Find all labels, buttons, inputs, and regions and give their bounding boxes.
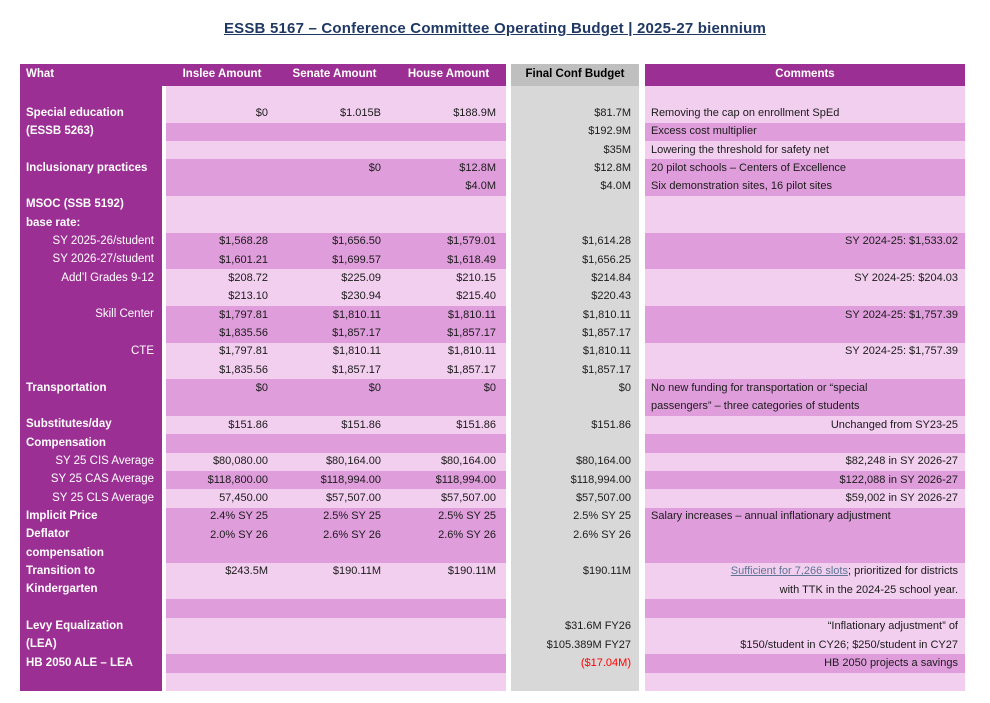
comment-cell: $122,088 in SY 2026-27 <box>645 471 965 489</box>
senate-amount-cell: $1,857.17 <box>278 361 391 379</box>
row-label-cell: base rate: <box>20 214 162 232</box>
senate-amount-cell: $1,810.11 <box>278 343 391 361</box>
senate-amount-cell <box>278 434 391 452</box>
table-row <box>20 544 965 562</box>
inslee-amount-cell <box>166 673 278 691</box>
table-row <box>20 178 965 196</box>
senate-amount-cell <box>278 673 391 691</box>
comment-cell <box>645 196 965 214</box>
comment-cell: 20 pilot schools – Centers of Excellence <box>645 159 965 177</box>
table-row <box>20 123 965 141</box>
senate-amount-cell <box>278 178 391 196</box>
senate-amount-cell <box>278 581 391 599</box>
final-budget-cell <box>511 544 639 562</box>
table-row <box>20 214 965 232</box>
senate-amount-cell <box>278 123 391 141</box>
row-label-cell: Transition to <box>20 563 162 581</box>
row-label-cell: SY 2026-27/student <box>20 251 162 269</box>
house-amount-cell: $215.40 <box>391 288 506 306</box>
table-row <box>20 141 965 159</box>
row-label-cell <box>20 178 162 196</box>
inslee-amount-cell: 2.0% SY 26 <box>166 526 278 544</box>
table-row <box>20 361 965 379</box>
final-budget-cell: $1,810.11 <box>511 343 639 361</box>
row-label-cell: MSOC (SSB 5192) <box>20 196 162 214</box>
senate-amount-cell <box>278 544 391 562</box>
senate-amount-cell <box>278 214 391 232</box>
comment-cell <box>645 86 965 104</box>
row-label-cell: Deflator <box>20 526 162 544</box>
final-budget-cell: $0 <box>511 379 639 397</box>
final-budget-cell: $151.86 <box>511 416 639 434</box>
ttk-slots-link[interactable]: Sufficient for 7,266 slots <box>730 565 848 578</box>
table-row <box>20 636 965 654</box>
inslee-amount-cell: $80,080.00 <box>166 453 278 471</box>
table-row <box>20 599 965 617</box>
comment-cell: with TTK in the 2024-25 school year. <box>645 581 965 599</box>
house-amount-cell: 2.5% SY 25 <box>391 508 506 526</box>
final-budget-cell: $1,656.25 <box>511 251 639 269</box>
row-label-cell: Kindergarten <box>20 581 162 599</box>
row-label-cell <box>20 398 162 416</box>
row-label-cell: SY 2025-26/student <box>20 233 162 251</box>
senate-amount-cell <box>278 398 391 416</box>
table-row <box>20 581 965 599</box>
comment-cell: Excess cost multiplier <box>645 123 965 141</box>
senate-amount-cell <box>278 141 391 159</box>
senate-amount-cell <box>278 86 391 104</box>
table-row <box>20 434 965 452</box>
table-row <box>20 471 965 489</box>
final-budget-cell: $80,164.00 <box>511 453 639 471</box>
table-row <box>20 618 965 636</box>
comment-cell <box>645 324 965 342</box>
header-house-amount: House Amount <box>391 64 506 86</box>
header-senate-amount: Senate Amount <box>278 64 391 86</box>
inslee-amount-cell: $1,601.21 <box>166 251 278 269</box>
final-budget-cell <box>511 86 639 104</box>
table-row <box>20 233 965 251</box>
inslee-amount-cell <box>166 196 278 214</box>
house-amount-cell <box>391 86 506 104</box>
senate-amount-cell: $1.015B <box>278 104 391 122</box>
house-amount-cell: $1,618.49 <box>391 251 506 269</box>
house-amount-cell: $1,810.11 <box>391 306 506 324</box>
final-budget-cell: $214.84 <box>511 269 639 287</box>
comment-cell: HB 2050 projects a savings <box>645 654 965 672</box>
senate-amount-cell <box>278 196 391 214</box>
table-row <box>20 251 965 269</box>
table-row <box>20 563 965 581</box>
table-row <box>20 654 965 672</box>
row-label-cell: Compensation <box>20 434 162 452</box>
house-amount-cell: $57,507.00 <box>391 489 506 507</box>
table-row <box>20 453 965 471</box>
inslee-amount-cell <box>166 654 278 672</box>
row-label-cell: Implicit Price <box>20 508 162 526</box>
inslee-amount-cell: $1,797.81 <box>166 343 278 361</box>
final-budget-cell: $1,614.28 <box>511 233 639 251</box>
comment-cell <box>645 563 965 581</box>
inslee-amount-cell: $1,835.56 <box>166 361 278 379</box>
inslee-amount-cell <box>166 159 278 177</box>
table-row <box>20 288 965 306</box>
inslee-amount-cell: $0 <box>166 379 278 397</box>
final-budget-cell: $4.0M <box>511 178 639 196</box>
inslee-amount-cell: $208.72 <box>166 269 278 287</box>
comment-cell: Salary increases – annual inflationary adjustment <box>645 508 965 526</box>
row-label-cell: Add’l Grades 9-12 <box>20 269 162 287</box>
senate-amount-cell: 2.6% SY 26 <box>278 526 391 544</box>
senate-amount-cell: $1,810.11 <box>278 306 391 324</box>
table-row <box>20 526 965 544</box>
row-label-cell: CTE <box>20 343 162 361</box>
senate-amount-cell: $0 <box>278 159 391 177</box>
house-amount-cell: $210.15 <box>391 269 506 287</box>
comment-cell <box>645 599 965 617</box>
house-amount-cell <box>391 434 506 452</box>
row-label-cell <box>20 599 162 617</box>
header-what: What <box>20 64 162 86</box>
row-label-cell: SY 25 CIS Average <box>20 453 162 471</box>
house-amount-cell: $118,994.00 <box>391 471 506 489</box>
inslee-amount-cell <box>166 141 278 159</box>
inslee-amount-cell: 57,450.00 <box>166 489 278 507</box>
table-row <box>20 306 965 324</box>
senate-amount-cell: $118,994.00 <box>278 471 391 489</box>
house-amount-cell: $190.11M <box>391 563 506 581</box>
final-budget-cell: $105.389M FY27 <box>511 636 639 654</box>
senate-amount-cell <box>278 618 391 636</box>
inslee-amount-cell: $151.86 <box>166 416 278 434</box>
row-label-cell <box>20 324 162 342</box>
comment-cell <box>645 673 965 691</box>
comment-cell: SY 2024-25: $1,533.02 <box>645 233 965 251</box>
row-label-cell: SY 25 CLS Average <box>20 489 162 507</box>
inslee-amount-cell: $1,797.81 <box>166 306 278 324</box>
house-amount-cell: $188.9M <box>391 104 506 122</box>
senate-amount-cell: 2.5% SY 25 <box>278 508 391 526</box>
table-row <box>20 379 965 397</box>
final-budget-cell: $12.8M <box>511 159 639 177</box>
final-budget-cell <box>511 599 639 617</box>
final-budget-cell: $81.7M <box>511 104 639 122</box>
comment-cell: $59,002 in SY 2026-27 <box>645 489 965 507</box>
comment-cell: “Inflationary adjustment” of <box>645 618 965 636</box>
inslee-amount-cell <box>166 618 278 636</box>
comment-cell <box>645 251 965 269</box>
house-amount-cell <box>391 398 506 416</box>
inslee-amount-cell <box>166 636 278 654</box>
inslee-amount-cell <box>166 86 278 104</box>
comment-cell: Removing the cap on enrollment SpEd <box>645 104 965 122</box>
senate-amount-cell: $57,507.00 <box>278 489 391 507</box>
final-budget-cell <box>511 398 639 416</box>
comment-cell <box>645 361 965 379</box>
comment-cell: SY 2024-25: $1,757.39 <box>645 343 965 361</box>
row-label-cell <box>20 288 162 306</box>
comment-cell: $150/student in CY26; $250/student in CY27 <box>645 636 965 654</box>
comment-cell <box>645 526 965 544</box>
row-label-cell: Levy Equalization <box>20 618 162 636</box>
header-comments: Comments <box>645 64 965 86</box>
comment-cell <box>645 434 965 452</box>
final-budget-cell: $190.11M <box>511 563 639 581</box>
header-final-conf-budget: Final Conf Budget <box>511 64 639 86</box>
senate-amount-cell: $1,699.57 <box>278 251 391 269</box>
final-budget-cell <box>511 196 639 214</box>
row-label-cell: HB 2050 ALE – LEA <box>20 654 162 672</box>
final-budget-cell: $118,994.00 <box>511 471 639 489</box>
comment-text: ; prioritized for districts <box>847 565 958 578</box>
house-amount-cell <box>391 196 506 214</box>
table-row <box>20 416 965 434</box>
house-amount-cell: $4.0M <box>391 178 506 196</box>
comment-cell: SY 2024-25: $204.03 <box>645 269 965 287</box>
senate-amount-cell: $190.11M <box>278 563 391 581</box>
house-amount-cell <box>391 599 506 617</box>
house-amount-cell: $12.8M <box>391 159 506 177</box>
house-amount-cell: $1,579.01 <box>391 233 506 251</box>
comment-cell: Lowering the threshold for safety net <box>645 141 965 159</box>
senate-amount-cell: $1,857.17 <box>278 324 391 342</box>
final-budget-cell: $192.9M <box>511 123 639 141</box>
house-amount-cell: $80,164.00 <box>391 453 506 471</box>
house-amount-cell <box>391 141 506 159</box>
inslee-amount-cell <box>166 599 278 617</box>
table-row <box>20 196 965 214</box>
table-row <box>20 269 965 287</box>
row-label-cell: compensation <box>20 544 162 562</box>
table-row <box>20 159 965 177</box>
senate-amount-cell: $0 <box>278 379 391 397</box>
inslee-amount-cell: $1,568.28 <box>166 233 278 251</box>
final-budget-cell <box>511 581 639 599</box>
row-label-cell: Skill Center <box>20 306 162 324</box>
table-row <box>20 673 965 691</box>
inslee-amount-cell: $118,800.00 <box>166 471 278 489</box>
house-amount-cell <box>391 123 506 141</box>
comment-cell: passengers” – three categories of students <box>645 398 965 416</box>
senate-amount-cell <box>278 654 391 672</box>
final-budget-cell <box>511 214 639 232</box>
house-amount-cell: $1,810.11 <box>391 343 506 361</box>
table-header-row <box>20 64 965 86</box>
senate-amount-cell: $225.09 <box>278 269 391 287</box>
comment-cell: No new funding for transportation or “special <box>645 379 965 397</box>
row-label-cell: SY 25 CAS Average <box>20 471 162 489</box>
inslee-amount-cell <box>166 581 278 599</box>
final-budget-cell: $57,507.00 <box>511 489 639 507</box>
inslee-amount-cell: $0 <box>166 104 278 122</box>
table-row <box>20 104 965 122</box>
final-budget-cell: 2.6% SY 26 <box>511 526 639 544</box>
final-budget-cell: 2.5% SY 25 <box>511 508 639 526</box>
final-budget-cell <box>511 673 639 691</box>
inslee-amount-cell <box>166 178 278 196</box>
row-label-cell: Substitutes/day <box>20 416 162 434</box>
comment-cell <box>645 544 965 562</box>
table-row <box>20 343 965 361</box>
final-budget-cell: $1,857.17 <box>511 324 639 342</box>
senate-amount-cell <box>278 636 391 654</box>
house-amount-cell <box>391 214 506 232</box>
house-amount-cell: $1,857.17 <box>391 361 506 379</box>
inslee-amount-cell <box>166 214 278 232</box>
final-budget-cell: ($17.04M) <box>511 654 639 672</box>
house-amount-cell <box>391 544 506 562</box>
house-amount-cell: 2.6% SY 26 <box>391 526 506 544</box>
final-budget-cell: $1,810.11 <box>511 306 639 324</box>
inslee-amount-cell <box>166 123 278 141</box>
final-budget-cell: $1,857.17 <box>511 361 639 379</box>
comment-cell <box>645 214 965 232</box>
house-amount-cell <box>391 618 506 636</box>
comment-cell: $82,248 in SY 2026-27 <box>645 453 965 471</box>
house-amount-cell <box>391 636 506 654</box>
table-row <box>20 508 965 526</box>
table-row <box>20 398 965 416</box>
row-label-cell: Inclusionary practices <box>20 159 162 177</box>
senate-amount-cell <box>278 599 391 617</box>
table-row <box>20 324 965 342</box>
row-label-cell <box>20 673 162 691</box>
senate-amount-cell: $230.94 <box>278 288 391 306</box>
inslee-amount-cell <box>166 544 278 562</box>
table-row <box>20 86 965 104</box>
senate-amount-cell: $151.86 <box>278 416 391 434</box>
row-label-cell <box>20 86 162 104</box>
row-label-cell: Special education <box>20 104 162 122</box>
inslee-amount-cell: $213.10 <box>166 288 278 306</box>
house-amount-cell <box>391 581 506 599</box>
comment-cell: Unchanged from SY23-25 <box>645 416 965 434</box>
house-amount-cell: $0 <box>391 379 506 397</box>
house-amount-cell: $1,857.17 <box>391 324 506 342</box>
table-row <box>20 489 965 507</box>
row-label-cell <box>20 141 162 159</box>
inslee-amount-cell <box>166 434 278 452</box>
row-label-cell: (LEA) <box>20 636 162 654</box>
row-label-cell <box>20 361 162 379</box>
row-label-cell: Transportation <box>20 379 162 397</box>
row-label-cell: (ESSB 5263) <box>20 123 162 141</box>
house-amount-cell <box>391 654 506 672</box>
senate-amount-cell: $1,656.50 <box>278 233 391 251</box>
final-budget-cell: $31.6M FY26 <box>511 618 639 636</box>
page-title: ESSB 5167 – Conference Committee Operating Budget | 2025-27 biennium <box>223 20 767 37</box>
inslee-amount-cell <box>166 398 278 416</box>
budget-table <box>20 64 965 691</box>
house-amount-cell <box>391 673 506 691</box>
comment-cell: Six demonstration sites, 16 pilot sites <box>645 178 965 196</box>
inslee-amount-cell: 2.4% SY 25 <box>166 508 278 526</box>
header-inslee-amount: Inslee Amount <box>166 64 278 86</box>
inslee-amount-cell: $1,835.56 <box>166 324 278 342</box>
comment-cell <box>645 288 965 306</box>
table-body <box>20 86 965 691</box>
final-budget-cell <box>511 434 639 452</box>
house-amount-cell: $151.86 <box>391 416 506 434</box>
senate-amount-cell: $80,164.00 <box>278 453 391 471</box>
final-budget-cell: $220.43 <box>511 288 639 306</box>
comment-cell: SY 2024-25: $1,757.39 <box>645 306 965 324</box>
inslee-amount-cell: $243.5M <box>166 563 278 581</box>
final-budget-cell: $35M <box>511 141 639 159</box>
